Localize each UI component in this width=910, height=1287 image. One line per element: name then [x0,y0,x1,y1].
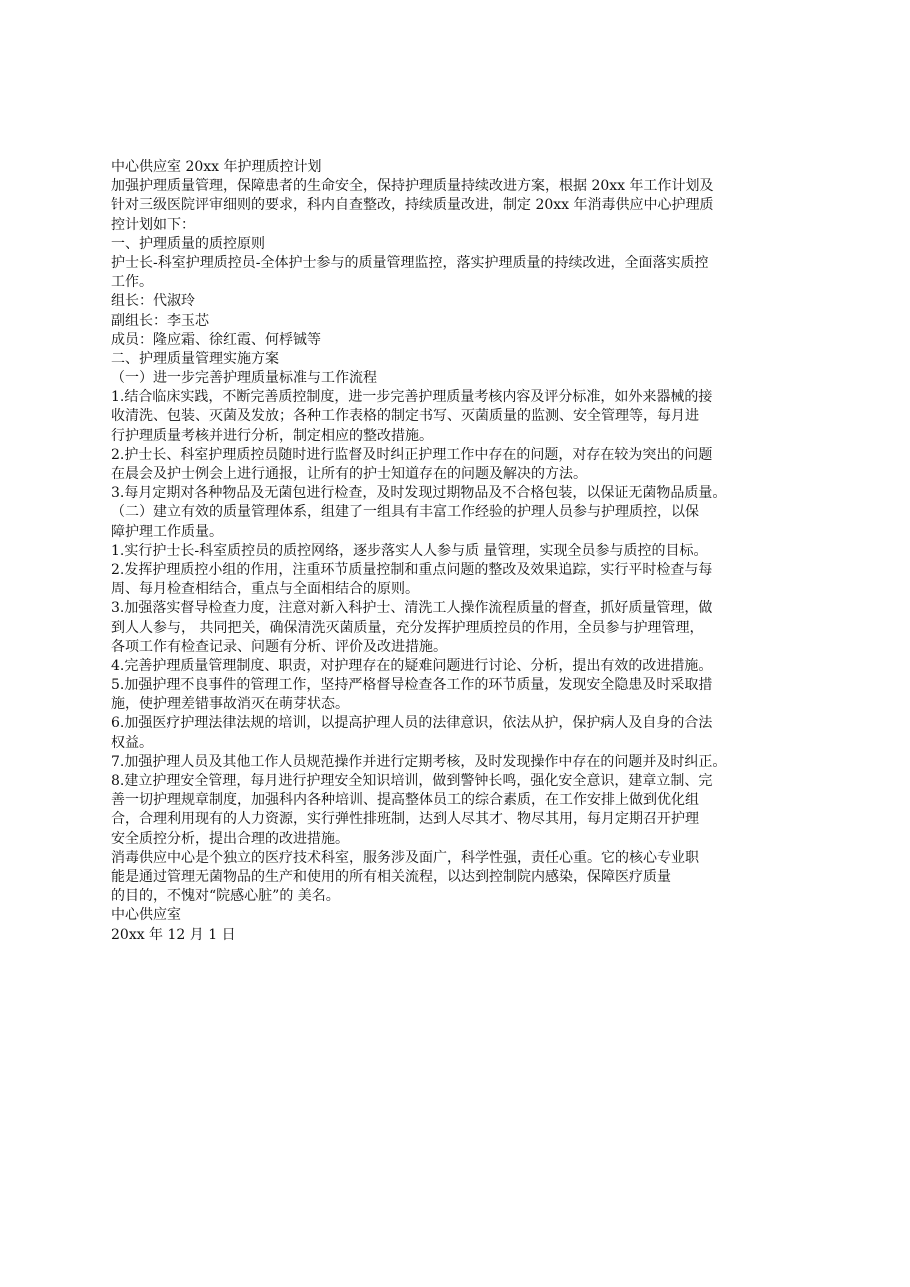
document-line: 加强护理质量管理，保障患者的生命安全，保持护理质量持续改进方案，根据 20xx 年工作计划及 [111,178,714,195]
document-line: 行护理质量考核并进行分析，制定相应的整改措施。 [111,427,433,444]
document-line: （二）建立有效的质量管理体系，组建了一组具有丰富工作经验的护理人员参与护理质控，以保 [111,504,699,521]
document-line: 消毒供应中心是个独立的医疗技术科室，服务涉及面广，科学性强，责任心重。它的核心专业职 [111,849,699,866]
document-line: 善一切护理规章制度，加强科内各种培训、提高整体员工的综合素质，在工作安排上做到优化组 [111,792,699,809]
document-line: 3.每月定期对各种物品及无菌包进行检查，及时发现过期物品及不合格包装，以保证无菌物品质量。 [111,485,727,502]
document-line: 3.加强落实督导检查力度，注意对新入科护士、清洗工人操作流程质量的督查，抓好质量管理，做 [111,600,713,617]
document-line: 护士长-科室护理质控员-全体护士参与的质量管理监控，落实护理质量的持续改进，全面落实质控 [111,254,709,271]
document-line: 一、护理质量的质控原则 [111,235,265,252]
document-line: 成员：隆应霜、徐红霞、何桴铖等 [111,331,321,348]
document-line: 施，使护理差错事故消灭在萌芽状态。 [111,696,349,713]
document-line: 20xx 年 12 月 1 日 [111,926,236,943]
document-line: 1.结合临床实践，不断完善质控制度，进一步完善护理质量考核内容及评分标准，如外来器械的接 [111,389,713,406]
document-line: 1.实行护士长-科室质控员的质控网络，逐步落实人人参与质 量管理，实现全员参与质控的目标。 [111,542,708,559]
document-line: 中心供应室 [111,907,181,924]
document-line: 到人人参与， 共同把关，确保清洗灭菌质量，充分发挥护理质控员的作用，全员参与护理管理， [111,619,704,636]
document-line: 中心供应室 20xx 年护理质控计划 [111,159,322,175]
document-line: 权益。 [111,734,153,751]
document-line: 的目的，不愧对“院感心脏”的 美名。 [111,888,340,905]
document-line: 合，合理利用现有的人力资源，实行弹性排班制，达到人尽其才、物尽其用，每月定期召开护理 [111,811,699,828]
document-line: 副组长：李玉芯 [111,312,209,329]
document-line: 针对三级医院评审细则的要求，科内自查整改，持续质量改进，制定 20xx 年消毒供应中心护理质 [111,197,714,214]
document-line: 能是通过管理无菌物品的生产和使用的所有相关流程，以达到控制院内感染，保障医疗质量 [111,868,671,885]
document-line: 7.加强护理人员及其他工作人员规范操作并进行定期考核，及时发现操作中存在的问题并及时纠正。 [111,753,727,770]
document-line: 2.发挥护理质控小组的作用，注重环节质量控制和重点问题的整改及效果追踪，实行平时检查与每 [111,561,713,578]
document-line: 组长：代淑玲 [111,293,195,310]
document-line: 2.护士长、科室护理质控员随时进行监督及时纠正护理工作中存在的问题，对存在较为突出的问题 [111,446,713,463]
document-line: 8.建立护理安全管理，每月进行护理安全知识培训，做到警钟长鸣，强化安全意识，建章立制、完 [111,773,713,789]
document-line: 周、每月检查相结合，重点与全面相结合的原则。 [111,581,419,598]
document-line: 6.加强医疗护理法律法规的培训，以提高护理人员的法律意识，依法从护，保护病人及自身的合法 [111,715,713,732]
document-line: 二、护理质量管理实施方案 [111,350,279,367]
document-line: 各项工作有检查记录、问题有分析、评价及改进措施。 [111,638,447,655]
document-line: （一）进一步完善护理质量标准与工作流程 [111,370,377,387]
document-line: 收清洗、包装、灭菌及发放；各种工作表格的制定书写、灭菌质量的监测、安全管理等，每月进 [111,408,699,425]
document-line: 控计划如下： [111,216,195,233]
document-body [111,158,811,945]
document-line: 工作。 [111,274,153,291]
document-line: 4.完善护理质量管理制度、职责，对护理存在的疑难问题进行讨论、分析，提出有效的改进措施。 [111,657,713,674]
document-line: 在晨会及护士例会上进行通报，让所有的护士知道存在的问题及解决的方法。 [111,466,587,482]
document-line: 障护理工作质量。 [111,523,223,540]
document-line: 5.加强护理不良事件的管理工作，坚持严格督导检查各工作的环节质量，发现安全隐患及时采取措 [111,677,713,694]
document-line: 安全质控分析，提出合理的改进措施。 [111,830,349,847]
